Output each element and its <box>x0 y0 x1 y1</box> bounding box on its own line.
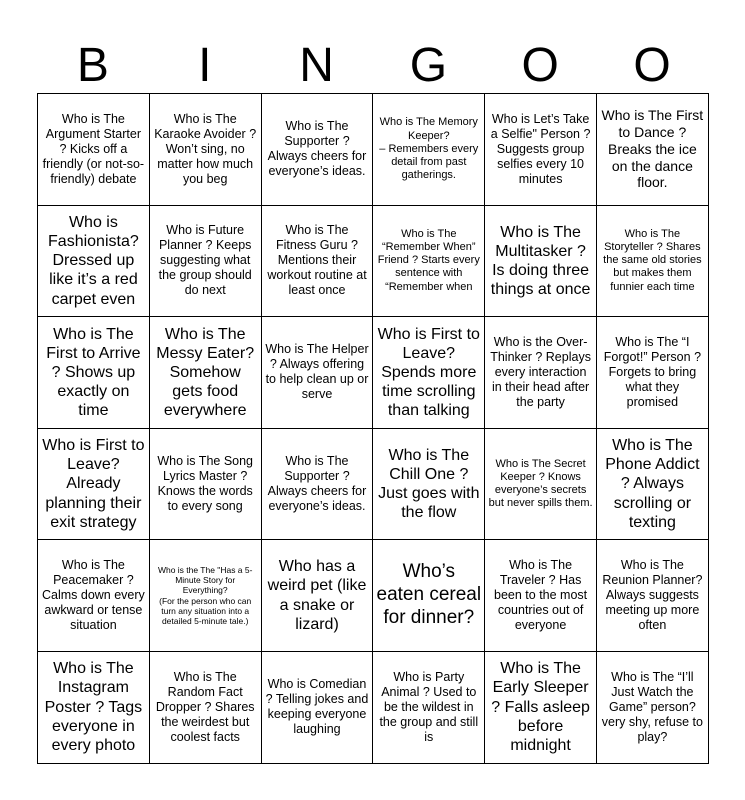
bingo-cell: Who is The “I Forgot!” Person ? Forgets to bring what they promised <box>596 317 708 429</box>
bingo-cell: Who is The Karaoke Avoider ? Won’t sing, no matter how much you beg <box>149 94 261 206</box>
header-letter-o: O <box>521 39 559 92</box>
header-letter-g: G <box>409 39 448 92</box>
bingo-cell: Who is First to Leave? Spends more time scrolling than talking <box>373 317 485 429</box>
bingo-cell: Who is The First to Dance ? Breaks the ice on the dance floor. <box>596 94 708 206</box>
bingo-cell: Who is The Traveler ? Has been to the most countries out of everyone <box>485 540 597 652</box>
bingo-grid <box>37 93 709 764</box>
header-letter-o-2: O <box>633 39 671 92</box>
grid-row <box>38 205 709 317</box>
bingo-cell: Who is The Random Fact Dropper ? Shares the weirdest but coolest facts <box>149 651 261 763</box>
bingo-cell: Who is First to Leave? Already planning their exit strategy <box>38 428 150 540</box>
bingo-cell: Who is The Memory Keeper? – Remembers every detail from past gatherings. <box>373 94 485 206</box>
header-letter-n: N <box>299 39 334 92</box>
bingo-cell: Who is Let’s Take a Selfie" Person ? Suggests group selfies every 10 minutes <box>485 94 597 206</box>
bingo-cell: Who is The Argument Starter ? Kicks off a friendly (or not-so-friendly) debate <box>38 94 150 206</box>
bingo-cell: Who has a weird pet (like a snake or lizard) <box>261 540 373 652</box>
bingo-header <box>37 38 708 94</box>
bingo-cell: Who is The Song Lyrics Master ? Knows the words to every song <box>149 428 261 540</box>
grid-row <box>38 94 709 206</box>
bingo-cell: Who is The Peacemaker ? Calms down every awkward or tense situation <box>38 540 150 652</box>
bingo-cell: Who is The Storyteller ? Shares the same old stories but makes them funnier each time <box>596 205 708 317</box>
bingo-cell: Who is the The "Has a 5-Minute Story for Everything? (For the person who can turn any situation into a detailed 5-minute tale.) <box>149 540 261 652</box>
bingo-cell: Who is The Supporter ? Always cheers for everyone’s ideas. <box>261 94 373 206</box>
bingo-cell: Who is The Secret Keeper ? Knows everyone’s secrets but never spills them. <box>485 428 597 540</box>
bingo-cell: Who is The Reunion Planner? Always suggests meeting up more often <box>596 540 708 652</box>
bingo-cell: Who is Comedian ? Telling jokes and keeping everyone laughing <box>261 651 373 763</box>
bingo-cell: Who is The Multitasker ? Is doing three things at once <box>485 205 597 317</box>
bingo-cell: Who is Future Planner ? Keeps suggesting what the group should do next <box>149 205 261 317</box>
bingo-cell: Who is The Phone Addict ? Always scrolling or texting <box>596 428 708 540</box>
bingo-cell: Who is the Over-Thinker ? Replays every interaction in their head after the party <box>485 317 597 429</box>
grid-row <box>38 651 709 763</box>
bingo-cell: Who is The Messy Eater? Somehow gets food everywhere <box>149 317 261 429</box>
grid-row <box>38 540 709 652</box>
bingo-cell: Who is Party Animal ? Used to be the wildest in the group and still is <box>373 651 485 763</box>
grid-row <box>38 428 709 540</box>
header-letter-i: I <box>198 39 212 92</box>
bingo-cell: Who’s eaten cereal for dinner? <box>373 540 485 652</box>
bingo-cell: Who is The Fitness Guru ? Mentions their workout routine at least once <box>261 205 373 317</box>
bingo-cell: Who is The Early Sleeper ? Falls asleep before midnight <box>485 651 597 763</box>
bingo-cell: Who is The First to Arrive ? Shows up exactly on time <box>38 317 150 429</box>
bingo-cell: Who is The Supporter ? Always cheers for everyone’s ideas. <box>261 428 373 540</box>
bingo-cell: Who is The Instagram Poster ? Tags everyone in every photo <box>38 651 150 763</box>
bingo-cell: Who is Fashionista? Dressed up like it’s a red carpet even <box>38 205 150 317</box>
bingo-cell: Who is The “I’ll Just Watch the Game” person? very shy, refuse to play? <box>596 651 708 763</box>
bingo-cell: Who is The Helper ? Always offering to help clean up or serve <box>261 317 373 429</box>
header-letter-b: B <box>76 39 109 92</box>
grid-row <box>38 317 709 429</box>
bingo-cell: Who is The Chill One ? Just goes with the flow <box>373 428 485 540</box>
bingo-cell: Who is The “Remember When” Friend ? Starts every sentence with “Remember when <box>373 205 485 317</box>
